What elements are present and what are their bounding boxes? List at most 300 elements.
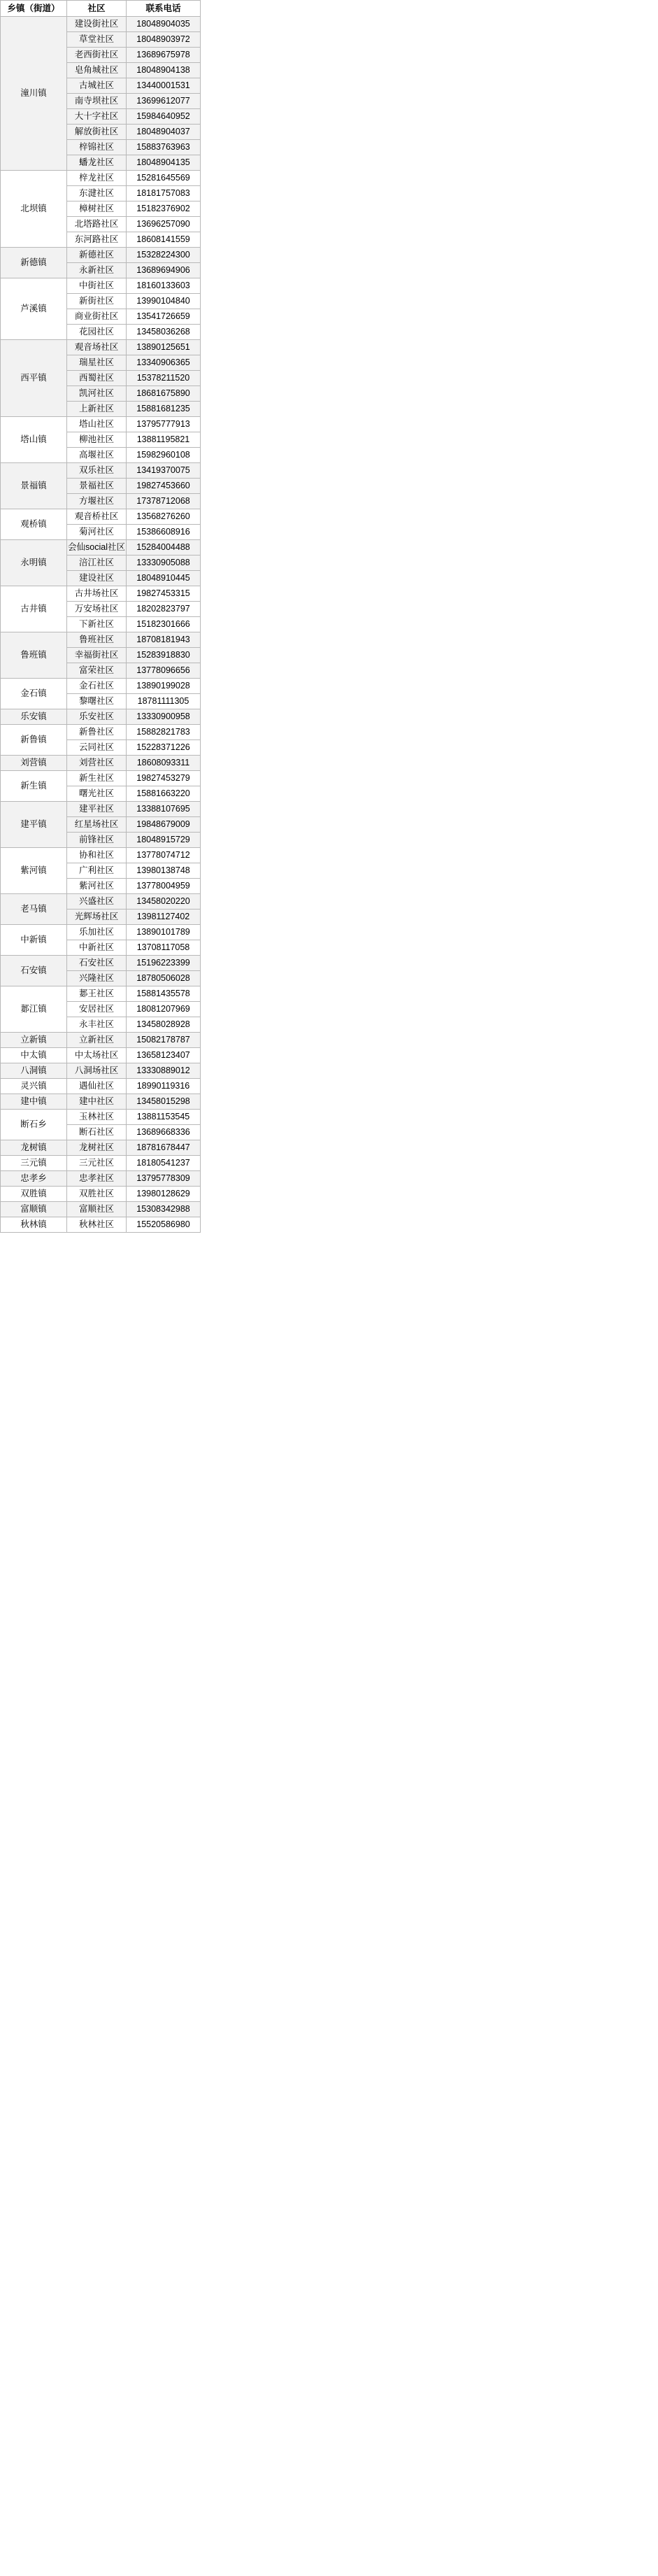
cell-phone: 13340906365 bbox=[127, 355, 201, 371]
cell-town: 秋林镇 bbox=[1, 1217, 67, 1233]
cell-phone: 13568276260 bbox=[127, 509, 201, 525]
cell-phone: 18781678447 bbox=[127, 1140, 201, 1156]
table-row bbox=[1, 263, 658, 278]
column-header-spacer bbox=[201, 1, 658, 17]
cell-phone: 18990119316 bbox=[127, 1079, 201, 1094]
cell-phone: 17378712068 bbox=[127, 494, 201, 509]
cell-community: 景福社区 bbox=[67, 479, 127, 494]
table-row bbox=[1, 725, 658, 740]
cell-community: 刘营社区 bbox=[67, 756, 127, 771]
cell-spacer bbox=[201, 155, 658, 171]
cell-phone: 18681675890 bbox=[127, 386, 201, 402]
cell-phone: 13778096656 bbox=[127, 663, 201, 679]
cell-town: 西平镇 bbox=[1, 340, 67, 417]
cell-phone: 15883763963 bbox=[127, 140, 201, 155]
cell-town: 芦溪镇 bbox=[1, 278, 67, 340]
table-row bbox=[1, 1187, 658, 1202]
table-row bbox=[1, 1017, 658, 1033]
cell-town: 灵兴镇 bbox=[1, 1079, 67, 1094]
cell-community: 樟树社区 bbox=[67, 201, 127, 217]
cell-spacer bbox=[201, 448, 658, 463]
cell-spacer bbox=[201, 186, 658, 201]
cell-community: 蟠龙社区 bbox=[67, 155, 127, 171]
cell-community: 皂角城社区 bbox=[67, 63, 127, 78]
cell-town: 鲁班镇 bbox=[1, 632, 67, 679]
cell-phone: 19848679009 bbox=[127, 817, 201, 833]
table-row bbox=[1, 294, 658, 309]
cell-phone: 13458015298 bbox=[127, 1094, 201, 1110]
cell-spacer bbox=[201, 679, 658, 694]
cell-spacer bbox=[201, 771, 658, 786]
cell-spacer bbox=[201, 1187, 658, 1202]
cell-phone: 15182301666 bbox=[127, 617, 201, 632]
cell-spacer bbox=[201, 756, 658, 771]
table-row bbox=[1, 956, 658, 971]
cell-phone: 13330905088 bbox=[127, 555, 201, 571]
cell-community: 龙树社区 bbox=[67, 1140, 127, 1156]
cell-town: 八洞镇 bbox=[1, 1063, 67, 1079]
cell-phone: 15984640952 bbox=[127, 109, 201, 125]
cell-spacer bbox=[201, 355, 658, 371]
cell-spacer bbox=[201, 894, 658, 910]
cell-spacer bbox=[201, 1110, 658, 1125]
table-row bbox=[1, 848, 658, 863]
cell-spacer bbox=[201, 263, 658, 278]
table-row bbox=[1, 309, 658, 325]
cell-phone: 15308342988 bbox=[127, 1202, 201, 1217]
cell-phone: 18608093311 bbox=[127, 756, 201, 771]
cell-town: 老马镇 bbox=[1, 894, 67, 925]
table-row bbox=[1, 709, 658, 725]
cell-town: 新鲁镇 bbox=[1, 725, 67, 756]
cell-community: 中街社区 bbox=[67, 278, 127, 294]
cell-phone: 13689675978 bbox=[127, 48, 201, 63]
cell-spacer bbox=[201, 986, 658, 1002]
cell-spacer bbox=[201, 463, 658, 479]
cell-spacer bbox=[201, 1171, 658, 1187]
cell-spacer bbox=[201, 632, 658, 648]
cell-spacer bbox=[201, 479, 658, 494]
cell-phone: 13890101789 bbox=[127, 925, 201, 940]
cell-town: 景福镇 bbox=[1, 463, 67, 509]
table-row bbox=[1, 1002, 658, 1017]
table-row bbox=[1, 694, 658, 709]
cell-town: 潼川镇 bbox=[1, 17, 67, 171]
cell-town: 立新镇 bbox=[1, 1033, 67, 1048]
column-header-community: 社区 bbox=[67, 1, 127, 17]
table-row bbox=[1, 217, 658, 232]
cell-phone: 13696257090 bbox=[127, 217, 201, 232]
cell-phone: 18048904037 bbox=[127, 125, 201, 140]
table-row bbox=[1, 1033, 658, 1048]
cell-phone: 18048910445 bbox=[127, 571, 201, 586]
table-row bbox=[1, 371, 658, 386]
cell-spacer bbox=[201, 971, 658, 986]
cell-phone: 18608141559 bbox=[127, 232, 201, 248]
cell-community: 东湕社区 bbox=[67, 186, 127, 201]
cell-phone: 15082178787 bbox=[127, 1033, 201, 1048]
cell-community: 黎曙社区 bbox=[67, 694, 127, 709]
cell-community: 双乐社区 bbox=[67, 463, 127, 479]
cell-community: 石安社区 bbox=[67, 956, 127, 971]
cell-spacer bbox=[201, 786, 658, 802]
cell-phone: 13778004959 bbox=[127, 879, 201, 894]
cell-town: 紫河镇 bbox=[1, 848, 67, 894]
cell-phone: 18781111305 bbox=[127, 694, 201, 709]
cell-spacer bbox=[201, 833, 658, 848]
cell-phone: 18180541237 bbox=[127, 1156, 201, 1171]
cell-spacer bbox=[201, 725, 658, 740]
cell-phone: 13778074712 bbox=[127, 848, 201, 863]
cell-spacer bbox=[201, 1217, 658, 1233]
cell-community: 双胜社区 bbox=[67, 1187, 127, 1202]
cell-community: 忠孝社区 bbox=[67, 1171, 127, 1187]
cell-spacer bbox=[201, 848, 658, 863]
cell-spacer bbox=[201, 140, 658, 155]
table-row bbox=[1, 1110, 658, 1125]
cell-community: 大十字社区 bbox=[67, 109, 127, 125]
cell-phone: 13689668336 bbox=[127, 1125, 201, 1140]
cell-phone: 13708117058 bbox=[127, 940, 201, 956]
cell-community: 中太场社区 bbox=[67, 1048, 127, 1063]
cell-community: 金石社区 bbox=[67, 679, 127, 694]
cell-phone: 13699612077 bbox=[127, 94, 201, 109]
cell-spacer bbox=[201, 232, 658, 248]
table-row bbox=[1, 1048, 658, 1063]
cell-community: 八洞场社区 bbox=[67, 1063, 127, 1079]
cell-phone: 15982960108 bbox=[127, 448, 201, 463]
table-row bbox=[1, 1140, 658, 1156]
cell-phone: 15881681235 bbox=[127, 402, 201, 417]
cell-community: 观音桥社区 bbox=[67, 509, 127, 525]
cell-community: 协和社区 bbox=[67, 848, 127, 863]
cell-town: 古井镇 bbox=[1, 586, 67, 632]
cell-community: 新街社区 bbox=[67, 294, 127, 309]
table-row bbox=[1, 679, 658, 694]
cell-phone: 15882821783 bbox=[127, 725, 201, 740]
cell-phone: 13458020220 bbox=[127, 894, 201, 910]
table-row bbox=[1, 986, 658, 1002]
cell-phone: 13890125651 bbox=[127, 340, 201, 355]
cell-phone: 13541726659 bbox=[127, 309, 201, 325]
cell-phone: 13689694906 bbox=[127, 263, 201, 278]
cell-spacer bbox=[201, 48, 658, 63]
table-row bbox=[1, 432, 658, 448]
cell-community: 郪王社区 bbox=[67, 986, 127, 1002]
cell-phone: 15228371226 bbox=[127, 740, 201, 756]
table-row bbox=[1, 63, 658, 78]
cell-spacer bbox=[201, 863, 658, 879]
table-row bbox=[1, 940, 658, 956]
table-row bbox=[1, 525, 658, 540]
cell-community: 红星场社区 bbox=[67, 817, 127, 833]
cell-phone: 15281645569 bbox=[127, 171, 201, 186]
cell-community: 北塔路社区 bbox=[67, 217, 127, 232]
cell-community: 前锋社区 bbox=[67, 833, 127, 848]
cell-phone: 15881663220 bbox=[127, 786, 201, 802]
cell-phone: 15328224300 bbox=[127, 248, 201, 263]
table-body bbox=[1, 17, 658, 1233]
cell-spacer bbox=[201, 617, 658, 632]
cell-spacer bbox=[201, 294, 658, 309]
cell-spacer bbox=[201, 1002, 658, 1017]
cell-phone: 18181757083 bbox=[127, 186, 201, 201]
cell-phone: 18048904135 bbox=[127, 155, 201, 171]
cell-community: 建平社区 bbox=[67, 802, 127, 817]
cell-community: 遇仙社区 bbox=[67, 1079, 127, 1094]
table-row bbox=[1, 1094, 658, 1110]
table-row bbox=[1, 1156, 658, 1171]
table-row bbox=[1, 201, 658, 217]
table-row bbox=[1, 32, 658, 48]
cell-community: 永新社区 bbox=[67, 263, 127, 278]
table-row bbox=[1, 1202, 658, 1217]
cell-community: 老西街社区 bbox=[67, 48, 127, 63]
cell-community: 瑞星社区 bbox=[67, 355, 127, 371]
cell-phone: 18048915729 bbox=[127, 833, 201, 848]
cell-community: 断石社区 bbox=[67, 1125, 127, 1140]
cell-phone: 18048903972 bbox=[127, 32, 201, 48]
cell-spacer bbox=[201, 78, 658, 94]
cell-community: 新生社区 bbox=[67, 771, 127, 786]
table-row bbox=[1, 833, 658, 848]
cell-spacer bbox=[201, 109, 658, 125]
cell-community: 光辉场社区 bbox=[67, 910, 127, 925]
cell-spacer bbox=[201, 648, 658, 663]
cell-town: 石安镇 bbox=[1, 956, 67, 986]
cell-spacer bbox=[201, 802, 658, 817]
table-row bbox=[1, 602, 658, 617]
cell-spacer bbox=[201, 201, 658, 217]
cell-phone: 13458036268 bbox=[127, 325, 201, 340]
cell-community: 三元社区 bbox=[67, 1156, 127, 1171]
cell-phone: 13981127402 bbox=[127, 910, 201, 925]
cell-phone: 15520586980 bbox=[127, 1217, 201, 1233]
cell-community: 万安场社区 bbox=[67, 602, 127, 617]
cell-phone: 13990104840 bbox=[127, 294, 201, 309]
table-row bbox=[1, 632, 658, 648]
cell-spacer bbox=[201, 125, 658, 140]
table-row bbox=[1, 509, 658, 525]
cell-spacer bbox=[201, 32, 658, 48]
cell-community: 乐安社区 bbox=[67, 709, 127, 725]
cell-spacer bbox=[201, 602, 658, 617]
cell-spacer bbox=[201, 17, 658, 32]
cell-community: 安居社区 bbox=[67, 1002, 127, 1017]
table-header-row bbox=[1, 1, 658, 17]
table-row bbox=[1, 586, 658, 602]
cell-community: 建中社区 bbox=[67, 1094, 127, 1110]
table-row bbox=[1, 925, 658, 940]
table-row bbox=[1, 232, 658, 248]
cell-phone: 13890199028 bbox=[127, 679, 201, 694]
cell-town: 乐安镇 bbox=[1, 709, 67, 725]
cell-spacer bbox=[201, 340, 658, 355]
table-row bbox=[1, 340, 658, 355]
table-row bbox=[1, 479, 658, 494]
cell-town: 富顺镇 bbox=[1, 1202, 67, 1217]
cell-community: 兴盛社区 bbox=[67, 894, 127, 910]
cell-town: 忠孝乡 bbox=[1, 1171, 67, 1187]
table-row bbox=[1, 756, 658, 771]
community-contact-table bbox=[0, 0, 658, 1233]
cell-community: 西蜀社区 bbox=[67, 371, 127, 386]
cell-community: 花园社区 bbox=[67, 325, 127, 340]
cell-community: 鲁班社区 bbox=[67, 632, 127, 648]
cell-spacer bbox=[201, 540, 658, 555]
cell-spacer bbox=[201, 709, 658, 725]
table-row bbox=[1, 186, 658, 201]
cell-phone: 13881153545 bbox=[127, 1110, 201, 1125]
cell-spacer bbox=[201, 509, 658, 525]
cell-community: 幸福街社区 bbox=[67, 648, 127, 663]
table-row bbox=[1, 78, 658, 94]
cell-community: 会仙social社区 bbox=[67, 540, 127, 555]
cell-phone: 15284004488 bbox=[127, 540, 201, 555]
cell-phone: 15196223399 bbox=[127, 956, 201, 971]
table-row bbox=[1, 278, 658, 294]
table-row bbox=[1, 48, 658, 63]
table-row bbox=[1, 971, 658, 986]
table-row bbox=[1, 17, 658, 32]
cell-phone: 13330889012 bbox=[127, 1063, 201, 1079]
cell-spacer bbox=[201, 1033, 658, 1048]
cell-community: 草堂社区 bbox=[67, 32, 127, 48]
cell-community: 富荣社区 bbox=[67, 663, 127, 679]
cell-community: 中新社区 bbox=[67, 940, 127, 956]
cell-spacer bbox=[201, 171, 658, 186]
cell-town: 新德镇 bbox=[1, 248, 67, 278]
table-row bbox=[1, 1217, 658, 1233]
table-row bbox=[1, 617, 658, 632]
cell-town: 建中镇 bbox=[1, 1094, 67, 1110]
cell-community: 乐加社区 bbox=[67, 925, 127, 940]
table-row bbox=[1, 894, 658, 910]
cell-town: 金石镇 bbox=[1, 679, 67, 709]
table-row bbox=[1, 325, 658, 340]
table-row bbox=[1, 494, 658, 509]
table-row bbox=[1, 663, 658, 679]
cell-community: 建设街社区 bbox=[67, 17, 127, 32]
table-row bbox=[1, 648, 658, 663]
table-row bbox=[1, 1063, 658, 1079]
cell-town: 北坝镇 bbox=[1, 171, 67, 248]
cell-spacer bbox=[201, 555, 658, 571]
cell-community: 古城社区 bbox=[67, 78, 127, 94]
cell-community: 建设社区 bbox=[67, 571, 127, 586]
cell-spacer bbox=[201, 1156, 658, 1171]
cell-phone: 13881195821 bbox=[127, 432, 201, 448]
cell-spacer bbox=[201, 910, 658, 925]
cell-town: 断石乡 bbox=[1, 1110, 67, 1140]
cell-community: 商业街社区 bbox=[67, 309, 127, 325]
cell-community: 梓锦社区 bbox=[67, 140, 127, 155]
table-row bbox=[1, 740, 658, 756]
cell-community: 东河路社区 bbox=[67, 232, 127, 248]
cell-spacer bbox=[201, 217, 658, 232]
column-header-town: 乡镇（街道） bbox=[1, 1, 67, 17]
column-header-phone: 联系电话 bbox=[127, 1, 201, 17]
cell-phone: 19827453315 bbox=[127, 586, 201, 602]
cell-community: 新鲁社区 bbox=[67, 725, 127, 740]
cell-town: 建平镇 bbox=[1, 802, 67, 848]
cell-phone: 13458028928 bbox=[127, 1017, 201, 1033]
cell-phone: 13330900958 bbox=[127, 709, 201, 725]
table-row bbox=[1, 771, 658, 786]
cell-community: 云同社区 bbox=[67, 740, 127, 756]
cell-spacer bbox=[201, 940, 658, 956]
cell-phone: 18708181943 bbox=[127, 632, 201, 648]
cell-spacer bbox=[201, 325, 658, 340]
table-row bbox=[1, 94, 658, 109]
cell-phone: 13440001531 bbox=[127, 78, 201, 94]
cell-community: 南寺坝社区 bbox=[67, 94, 127, 109]
cell-community: 玉林社区 bbox=[67, 1110, 127, 1125]
table-row bbox=[1, 1125, 658, 1140]
cell-phone: 15182376902 bbox=[127, 201, 201, 217]
table-row bbox=[1, 355, 658, 371]
cell-phone: 18202823797 bbox=[127, 602, 201, 617]
cell-phone: 15283918830 bbox=[127, 648, 201, 663]
table-row bbox=[1, 171, 658, 186]
cell-community: 古井场社区 bbox=[67, 586, 127, 602]
table-row bbox=[1, 571, 658, 586]
cell-community: 凯河社区 bbox=[67, 386, 127, 402]
cell-community: 菊河社区 bbox=[67, 525, 127, 540]
table-row bbox=[1, 248, 658, 263]
cell-spacer bbox=[201, 525, 658, 540]
cell-spacer bbox=[201, 1063, 658, 1079]
cell-phone: 13795778309 bbox=[127, 1171, 201, 1187]
cell-spacer bbox=[201, 1125, 658, 1140]
cell-phone: 18048904035 bbox=[127, 17, 201, 32]
table-row bbox=[1, 125, 658, 140]
cell-community: 解放街社区 bbox=[67, 125, 127, 140]
cell-town: 中新镇 bbox=[1, 925, 67, 956]
cell-phone: 18780506028 bbox=[127, 971, 201, 986]
cell-phone: 15881435578 bbox=[127, 986, 201, 1002]
table-row bbox=[1, 540, 658, 555]
table-row bbox=[1, 555, 658, 571]
table-row bbox=[1, 802, 658, 817]
cell-community: 高堰社区 bbox=[67, 448, 127, 463]
cell-spacer bbox=[201, 817, 658, 833]
cell-community: 新德社区 bbox=[67, 248, 127, 263]
cell-community: 柳池社区 bbox=[67, 432, 127, 448]
table-row bbox=[1, 109, 658, 125]
cell-spacer bbox=[201, 1017, 658, 1033]
cell-phone: 13388107695 bbox=[127, 802, 201, 817]
cell-town: 新生镇 bbox=[1, 771, 67, 802]
cell-spacer bbox=[201, 309, 658, 325]
cell-phone: 19827453279 bbox=[127, 771, 201, 786]
cell-town: 中太镇 bbox=[1, 1048, 67, 1063]
cell-community: 秋林社区 bbox=[67, 1217, 127, 1233]
table-row bbox=[1, 1171, 658, 1187]
cell-spacer bbox=[201, 248, 658, 263]
table-row bbox=[1, 786, 658, 802]
cell-community: 塔山社区 bbox=[67, 417, 127, 432]
cell-community: 紫河社区 bbox=[67, 879, 127, 894]
cell-town: 三元镇 bbox=[1, 1156, 67, 1171]
cell-spacer bbox=[201, 586, 658, 602]
cell-community: 下新社区 bbox=[67, 617, 127, 632]
cell-town: 永明镇 bbox=[1, 540, 67, 586]
cell-spacer bbox=[201, 494, 658, 509]
table-row bbox=[1, 417, 658, 432]
cell-phone: 13980138748 bbox=[127, 863, 201, 879]
cell-spacer bbox=[201, 417, 658, 432]
